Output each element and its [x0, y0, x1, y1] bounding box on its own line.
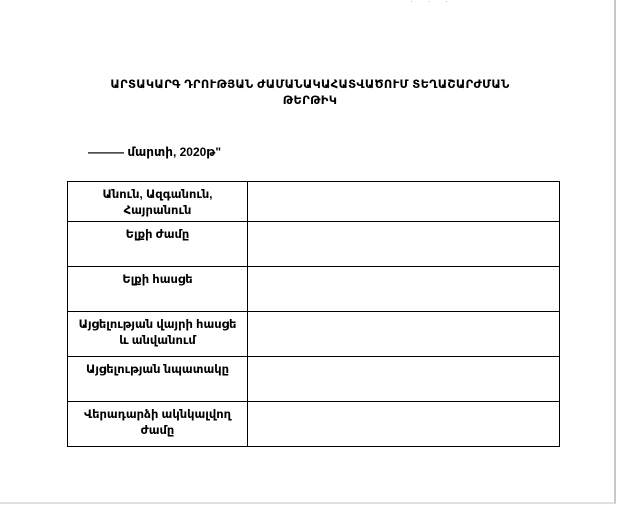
table-row — [68, 312, 560, 357]
form-table — [67, 181, 560, 447]
row-label: Այցելության նպատակը — [68, 357, 248, 402]
table-row — [68, 222, 560, 267]
document-title: ԱՐՏԱԿԱՐԳ ԴՐՈՒԹՅԱՆ ԺԱՄԱՆԱԿԱՀԱՏՎԱԾՈՒՄ ՏԵՂԱՇԱՐԺՄԱՆ ԹԵՐԹԻԿ — [110, 79, 510, 107]
table-row — [68, 267, 560, 312]
row-label: Վերադարձի ակնկալվող ժամը — [68, 402, 248, 447]
row-value-field[interactable] — [248, 222, 560, 267]
header-marks: · · · — [410, 0, 454, 6]
row-value-field[interactable] — [248, 312, 560, 357]
row-label: Ելքի հասցե — [68, 267, 248, 312]
row-label: Այցելության վայրի հասցե և անվանում — [68, 312, 248, 357]
table-row — [68, 402, 560, 447]
date-line: ——— մարտի, 2020թ" — [88, 145, 222, 159]
row-value-field[interactable] — [248, 402, 560, 447]
row-label: Անուն, Ազգանուն, Հայրանուն — [68, 182, 248, 222]
row-value-field[interactable] — [248, 182, 560, 222]
table-row — [68, 182, 560, 222]
row-value-field[interactable] — [248, 267, 560, 312]
table-row — [68, 357, 560, 402]
row-value-field[interactable] — [248, 357, 560, 402]
row-label: Ելքի ժամը — [68, 222, 248, 267]
